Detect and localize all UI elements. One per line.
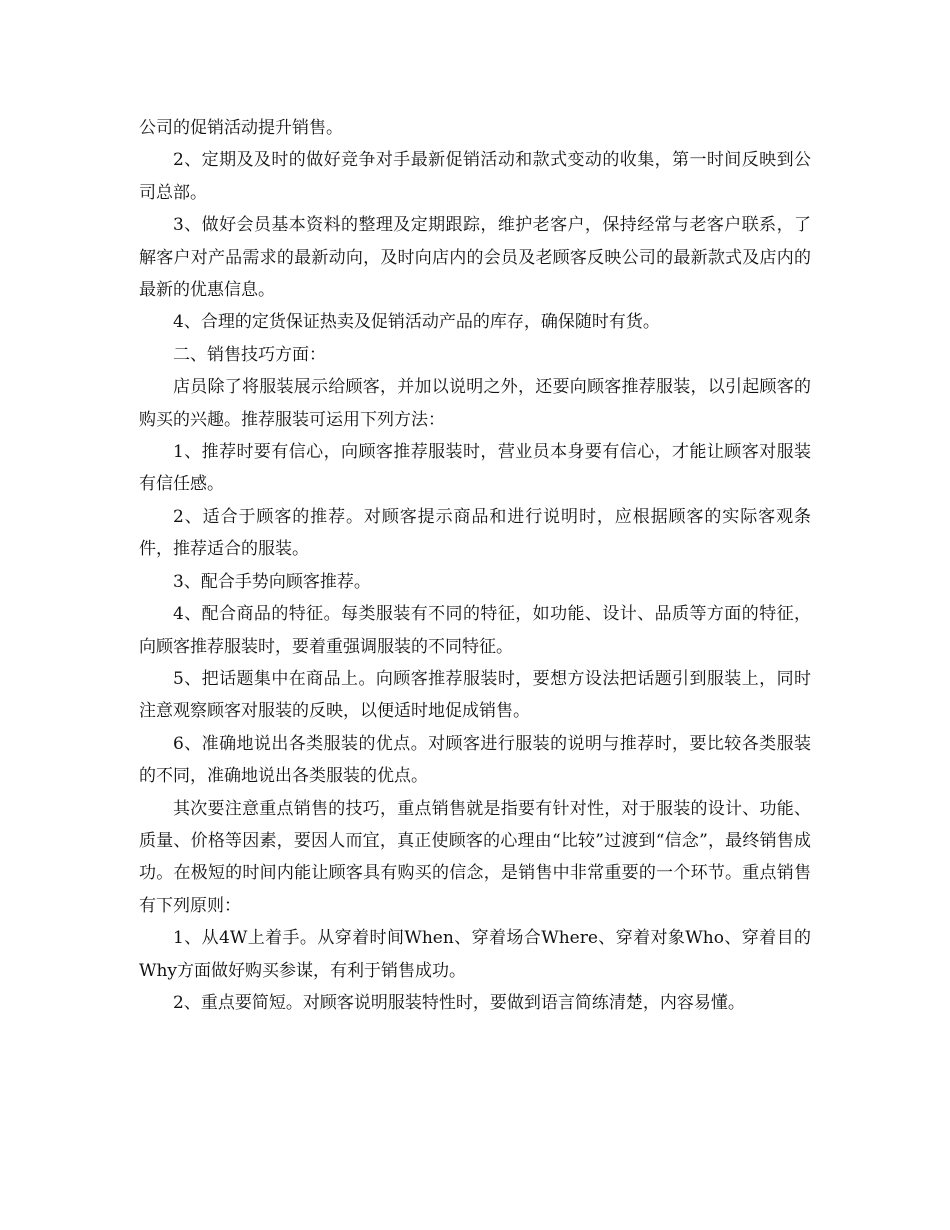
list-item: 2、重点要简短。对顾客说明服装特性时，要做到语言简练清楚，内容易懂。 bbox=[173, 992, 745, 1013]
section-heading: 二、销售技巧方面： bbox=[173, 344, 326, 365]
paragraph: 4、合理的定货保证热卖及促销活动产品的库存，确保随时有货。 bbox=[173, 312, 660, 333]
list-item: 1、从4W上着手。从穿着时间When、穿着场合Where、穿着对象Who、穿着目的Why方面做好购买参谋，有利于销售成功。 bbox=[139, 928, 811, 981]
list-item: 2、适合于顾客的推荐。对顾客提示商品和进行说明时，应根据顾客的实际客观条件，推荐适合的服装。 bbox=[139, 506, 811, 560]
paragraph: 2、定期及及时的做好竞争对手最新促销活动和款式变动的收集，第一时间反映到公司总部。 bbox=[139, 150, 811, 203]
list-item: 4、配合商品的特征。每类服装有不同的特征，如功能、设计、品质等方面的特征，向顾客推荐服装时，要着重强调服装的不同特征。 bbox=[139, 604, 811, 657]
paragraph: 公司的促销活动提升销售。 bbox=[139, 118, 343, 138]
list-item: 3、配合手势向顾客推荐。 bbox=[173, 571, 371, 592]
paragraph: 3、做好会员基本资料的整理及定期跟踪，维护老客户，保持经常与老客户联系，了解客户对产品需求的最新动向，及时向店内的会员及老顾客反映公司的最新款式及店内的最新的优惠信息。 bbox=[139, 215, 811, 301]
list-item: 6、准确地说出各类服装的优点。对顾客进行服装的说明与推荐时，要比较各类服装的不同，准确地说出各类服装的优点。 bbox=[139, 733, 811, 787]
document-body bbox=[139, 112, 811, 1019]
list-item: 1、推荐时要有信心，向顾客推荐服装时，营业员本身要有信心，才能让顾客对服装有信任感。 bbox=[139, 442, 811, 495]
paragraph: 店员除了将服装展示给顾客，并加以说明之外，还要向顾客推荐服装，以引起顾客的购买的兴趣。推荐服装可运用下列方法： bbox=[139, 377, 811, 430]
list-item: 5、把话题集中在商品上。向顾客推荐服装时，要想方设法把话题引到服装上，同时注意观察顾客对服装的反映，以便适时地促成销售。 bbox=[139, 668, 811, 722]
paragraph: 其次要注意重点销售的技巧，重点销售就是指要有针对性，对于服装的设计、功能、质量、价格等因素，要因人而宜，真正使顾客的心理由“比较”过渡到“信念”，最终销售成功。在极短的时间内能让顾客具有购买的信念，是销售中非常重要的一个环节。重点销售有下列原则： bbox=[139, 798, 811, 916]
